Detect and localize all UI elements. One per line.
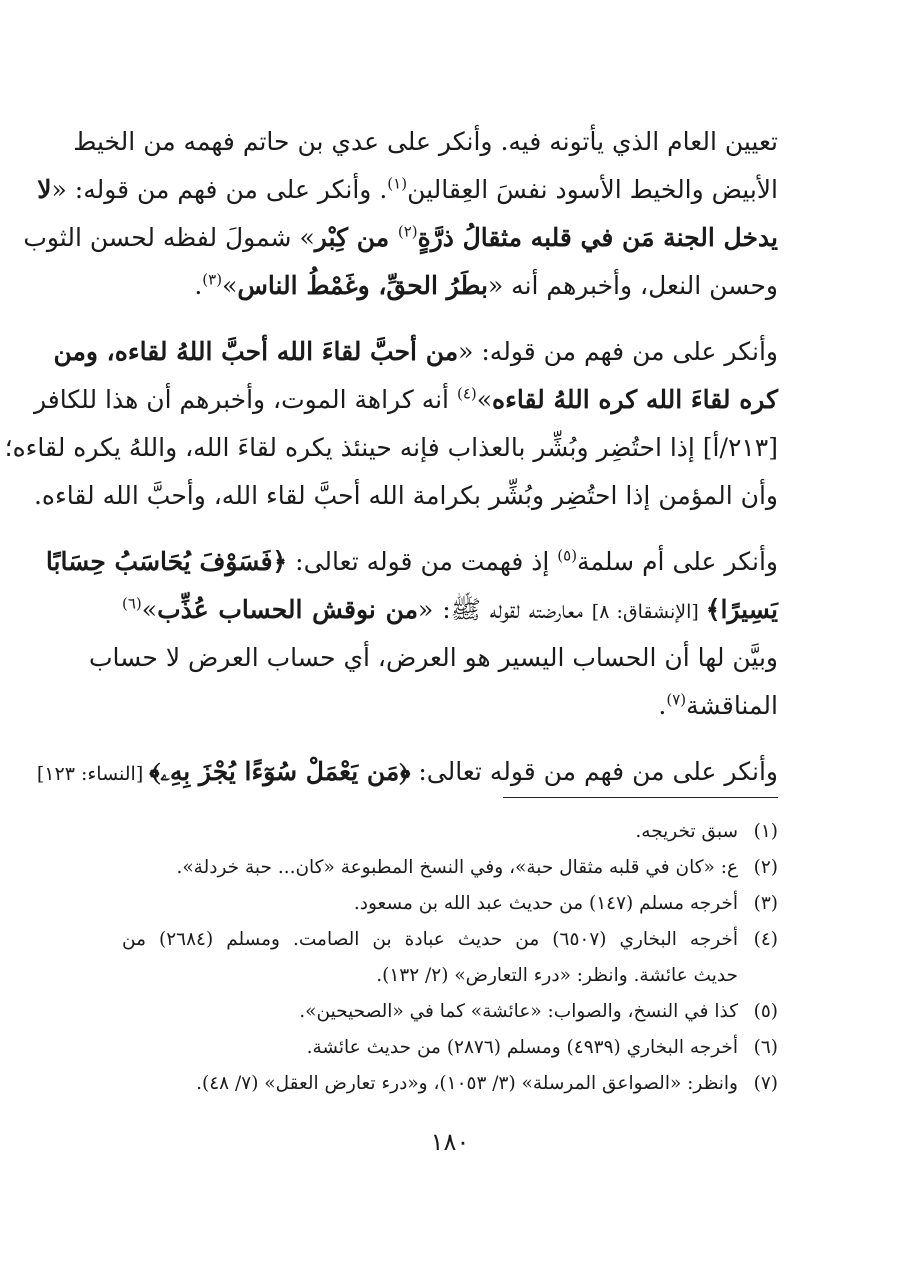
text-span: إذ فهمت من قوله تعالى: — [287, 547, 558, 576]
footnote-line: وانظر: «الصواعق المرسلة» (٣/ ١٠٥٣)، و«درء تعارض العقل» (٧/ ٤٨). — [196, 1073, 738, 1094]
paragraph-4 — [36, 748, 778, 796]
quran-verse: ﴿مَن يَعْمَلْ سُوٓءًا يُجْزَ بِهِۦ﴾ — [149, 757, 411, 786]
footnote-line: أخرجه البخاري (٤٩٣٩) ومسلم (٢٨٧٦) من حديث عائشة. — [306, 1037, 738, 1058]
footnote-text — [122, 922, 738, 994]
footnote-number: (٧) — [753, 1073, 778, 1094]
footnote — [122, 886, 778, 922]
footnote — [122, 994, 778, 1030]
quran-verse: يَسِيرًا﴾ — [705, 595, 778, 624]
footnote — [122, 1030, 778, 1066]
text-span: » — [141, 595, 158, 624]
paragraph-gap — [122, 730, 778, 748]
footnote-number: (٦) — [753, 1037, 778, 1058]
text-span: وحسن النعل، وأخبرهم أنه « — [487, 271, 778, 300]
text-span: تعيين العام الذي يأتونه فيه. وأنكر على عدي بن حاتم فهمه من الخيط — [73, 127, 778, 156]
footnote-separator — [503, 797, 778, 798]
text-line — [34, 376, 778, 424]
text-span: . — [194, 271, 203, 300]
footnote-ref[interactable]: (٦) — [122, 594, 142, 613]
footnote-line: أخرجه مسلم (١٤٧) من حديث عبد الله بن مسعود. — [353, 893, 738, 914]
hadith-text: من نوقش الحساب عُذِّب — [157, 595, 418, 624]
text-span: وأنكر على من فهم من قوله: « — [458, 337, 778, 366]
footnote-ref[interactable]: (٣) — [202, 270, 223, 289]
text-span: » — [222, 271, 238, 300]
footnotes — [122, 814, 778, 1102]
paragraph-gap — [122, 310, 778, 328]
text-line — [37, 166, 778, 214]
paragraph-3 — [45, 538, 778, 730]
footnote — [122, 814, 778, 850]
paragraph-2 — [4, 328, 778, 520]
text-span: وأنكر على من فهم من قوله تعالى: — [410, 757, 778, 786]
footnote-ref[interactable]: (٧) — [666, 690, 687, 709]
footnote-text — [122, 1066, 738, 1102]
text-line — [4, 424, 778, 472]
text-span: معارضته لقوله ﷺ: « — [418, 595, 592, 624]
footnote-number: (٢) — [753, 857, 778, 878]
text-line — [36, 748, 778, 796]
text-span: المناقشة — [686, 691, 778, 720]
footnote — [122, 922, 778, 994]
footnote-ref[interactable]: (١) — [387, 174, 408, 193]
footnote-ref[interactable]: (٢) — [397, 222, 418, 241]
verse-reference: [الإنشقاق: ٨] — [591, 601, 706, 623]
text-span: وأن المؤمن إذا احتُضِر وبُشِّر بكرامة الله أحبَّ لقاء الله، وأحبَّ الله لقاءه. — [33, 481, 778, 510]
footnote-line: حديث عائشة. وانظر: «درء التعارض» (٢/ ١٣٢). — [376, 965, 738, 986]
hadith-text: بطَرُ الحقِّ، وغَمْطُ الناس — [237, 271, 488, 300]
footnote-line: أخرجه البخاري (٦٥٠٧) من حديث عبادة بن الصامت. ومسلم (٢٦٨٤) من — [122, 929, 739, 950]
footnote-text — [122, 1030, 738, 1066]
text-span: » شمولَ لفظه لحسن الثوب — [23, 223, 315, 252]
text-span: » — [476, 385, 493, 414]
text-line — [33, 472, 778, 520]
paragraph-1 — [23, 118, 778, 310]
footnote-number: (١) — [753, 821, 778, 842]
footnote-line: ع: «كان في قلبه مثقال حبة»، وفي النسخ المطبوعة «كان... حبة خردلة». — [176, 857, 738, 878]
footnote-line: سبق تخريجه. — [635, 821, 738, 842]
footnote-line: كذا في النسخ، والصواب: «عائشة» كما في «الصحيحين». — [299, 1001, 738, 1022]
footnote-text — [122, 994, 738, 1030]
footnote — [122, 1066, 778, 1102]
footnote-number: (٤) — [753, 929, 778, 950]
text-line — [122, 586, 778, 634]
main-text — [4, 118, 778, 796]
text-line — [88, 634, 778, 682]
footnote-number: (٥) — [753, 1001, 778, 1022]
text-span: [٢١٣/أ] إذا احتُضِر وبُشِّر بالعذاب فإنه حينئذ يكره لقاءَ الله، واللهُ يكره لقاءه؛ — [4, 433, 778, 462]
text-span: وبيَّن لها أن الحساب اليسير هو العرض، أي حساب العرض لا حساب — [88, 643, 778, 672]
text-line — [122, 262, 778, 310]
text-span: . وأنكر على من فهم من قوله: « — [51, 175, 388, 204]
footnote — [122, 850, 778, 886]
text-span: . — [658, 691, 667, 720]
text-line — [73, 118, 778, 166]
text-line — [122, 682, 778, 730]
footnote-text — [122, 814, 738, 850]
footnote-ref[interactable]: (٤) — [456, 384, 477, 403]
hadith-text: يدخل الجنة مَن في قلبه مثقالُ ذرَّةٍ — [417, 223, 778, 252]
footnote-ref[interactable]: (٥) — [557, 546, 578, 565]
footnote-number: (٣) — [753, 893, 778, 914]
text-span: الأبيض والخيط الأسود نفسَ العِقالين — [407, 175, 778, 204]
paragraph-gap — [122, 520, 778, 538]
hadith-text: من أحبَّ لقاءَ الله أحبَّ اللهُ لقاءه، ومن — [53, 337, 459, 366]
quran-verse: ﴿فَسَوْفَ يُحَاسَبُ حِسَابًا — [45, 547, 288, 576]
text-line — [53, 328, 778, 376]
text-span: أنه كراهة الموت، وأخبرهم أن هذا للكافر — [34, 385, 457, 414]
verse-reference: [النساء: ١٢٣] — [36, 763, 150, 785]
text-span: وأنكر على أم سلمة — [577, 547, 778, 576]
text-line — [45, 538, 778, 586]
text-line — [23, 214, 778, 262]
hadith-text: من كِبْر — [314, 223, 398, 252]
page-number: ١٨٠ — [430, 1128, 470, 1156]
footnote-text — [122, 850, 738, 886]
footnote-text — [122, 886, 738, 922]
hadith-text: كره لقاءَ الله كره اللهُ لقاءه — [492, 385, 778, 414]
hadith-text: لا — [37, 175, 52, 204]
